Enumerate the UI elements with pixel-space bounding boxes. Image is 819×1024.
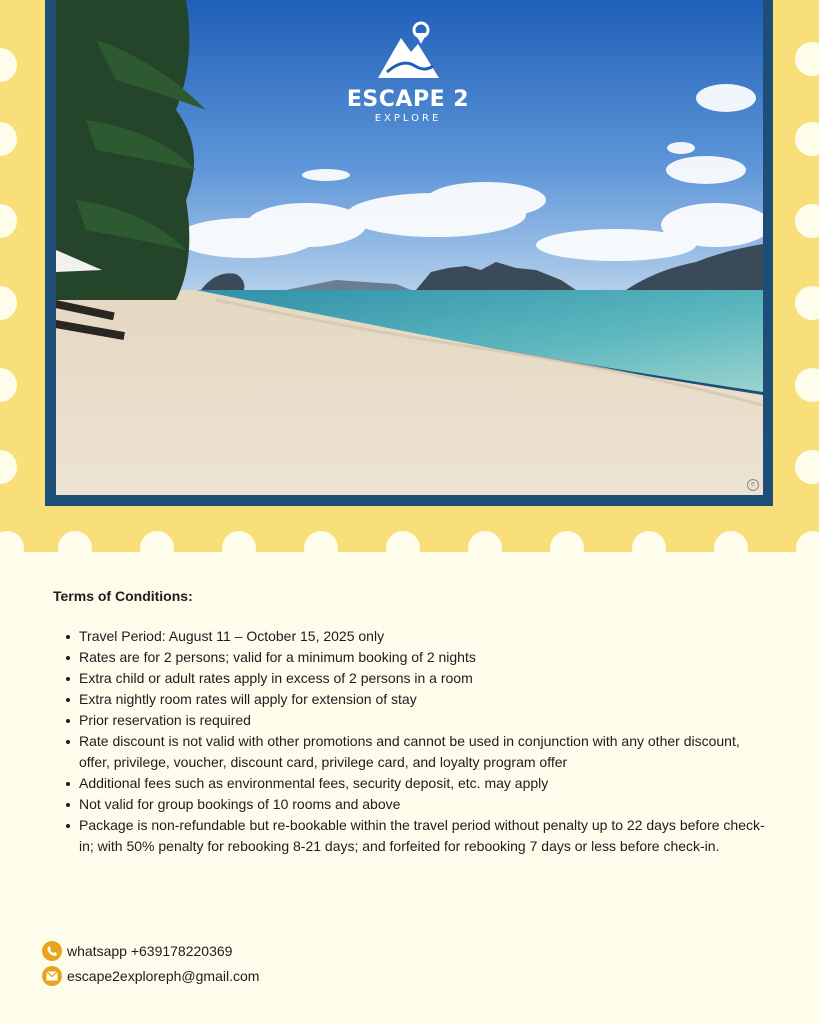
watermark-icon: e [747,479,759,491]
stamp-perforation [58,531,92,552]
terms-section [53,588,773,857]
stamp-perforation [714,531,748,552]
brand-subtitle: EXPLORE [374,113,442,124]
stamp-perforation [386,531,420,552]
terms-list [53,626,773,857]
mountain-pin-icon [373,20,443,80]
brand-title: ESCAPE 2 [346,87,470,112]
stamp-perforation [304,531,338,552]
whatsapp-text: whatsapp +639178220369 [67,943,233,959]
terms-item: Travel Period: August 11 – October 15, 2025 only [79,626,773,647]
stamp-perforation [796,531,819,552]
email-contact[interactable] [42,966,259,986]
stamp-perforation [795,42,819,76]
phone-icon [42,941,62,961]
mail-icon [42,966,62,986]
terms-item: Prior reservation is required [79,710,773,731]
stamp-perforation [795,368,819,402]
stamp-perforation [795,122,819,156]
stamp-perforation [795,286,819,320]
stamp-perforation [0,531,24,552]
stamp-perforation [0,368,17,402]
email-text: escape2exploreph@gmail.com [67,968,260,984]
stamp-perforation [795,450,819,484]
stamp-perforation [0,286,17,320]
terms-heading: Terms of Conditions: [53,588,193,604]
brand-logo [338,20,478,124]
stamp-perforation [795,204,819,238]
terms-item: Additional fees such as environmental fees, security deposit, etc. may apply [79,773,773,794]
terms-item: Rates are for 2 persons; valid for a minimum booking of 2 nights [79,647,773,668]
stamp-perforation [632,531,666,552]
terms-item: Package is non-refundable but re-bookable within the travel period without penalty up to 22 days before check-in; with 50% penalty for rebooking 8-21 days; and forfeited for rebooking 7 days or less before check-in. [79,815,773,857]
whatsapp-contact[interactable] [42,941,232,961]
stamp-perforation [0,450,17,484]
stamp-perforation [0,204,17,238]
terms-item: Extra child or adult rates apply in excess of 2 persons in a room [79,668,773,689]
stamp-perforation [222,531,256,552]
terms-item: Extra nightly room rates will apply for extension of stay [79,689,773,710]
stamp-perforation [140,531,174,552]
stamp-perforation [550,531,584,552]
terms-item: Not valid for group bookings of 10 rooms and above [79,794,773,815]
terms-item: Rate discount is not valid with other promotions and cannot be used in conjunction with any other discount, offer, privilege, voucher, discount card, privilege card, and loyalty program offer [79,731,773,773]
stamp-perforation [468,531,502,552]
stamp-perforation [0,48,17,82]
stamp-perforation [0,122,17,156]
